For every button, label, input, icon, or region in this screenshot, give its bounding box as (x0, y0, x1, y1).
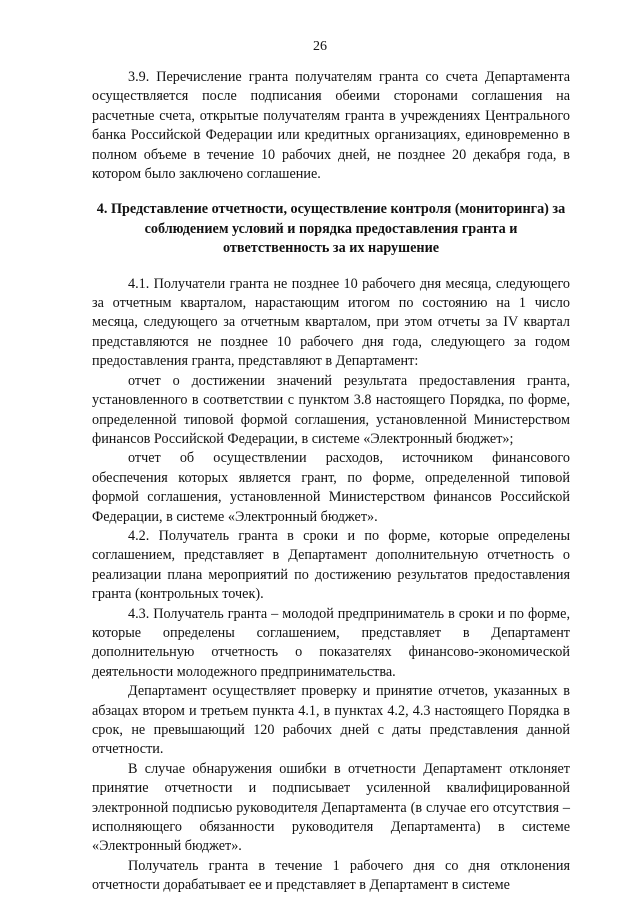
paragraph-4-3-rework: Получатель гранта в течение 1 рабочего дня со дня отклонения отчетности дорабатывает ее и представляет в Департамент в системе (92, 857, 570, 894)
page-number: 26 (313, 39, 327, 54)
paragraph-4-1-report-results: отчет о достижении значений результата предоставления гранта, установленного в соответствии с пунктом 3.8 настоящего Порядка, по форме, определенной типовой формой соглашения, установленной Министерством финансов Российской Федерации, в системе «Электронный бюджет»; (92, 372, 570, 447)
section-4-title: 4. Представление отчетности, осуществление контроля (мониторинга) за соблюдением условий и порядка предоставления гранта и ответственность за их нарушение (96, 201, 566, 257)
paragraph-3-9: 3.9. Перечисление гранта получателям гранта со счета Департамента осуществляется после подписания обеими сторонами соглашения на расчетные счета, открытые получателям гранта в учреждениях Центрального банка Российской Федерации или кредитных организациях, единовременно в полном объеме в течение 10 рабочих дней, не позднее 20 декабря года, в котором было заключено соглашение. (92, 69, 570, 183)
paragraph-4-3: 4.3. Получатель гранта – молодой предприниматель в сроки и по форме, которые определены соглашением, представляет в Департамент дополнительную отчетность о показателях финансово-экономической деятельности молодежного предпринимательства. (92, 605, 570, 680)
document-body (92, 68, 570, 896)
paragraph-4-3-error-handling: В случае обнаружения ошибки в отчетности Департамент отклоняет принятие отчетности и подписывает усиленной квалифицированной электронной подписью руководителя Департамента (в случае его отсутствия – исполняющего обязанности руководителя Департамента) в системе «Электронный бюджет». (92, 760, 570, 855)
paragraph-4-1: 4.1. Получатели гранта не позднее 10 рабочего дня месяца, следующего за отчетным кварталом, нарастающим итогом по состоянию на 1 число месяца, следующего за отчетным кварталом, при этом отчеты за IV квартал представляются не позднее 10 рабочего дня года, следующего за годом предоставления гранта, представляют в Департамент: (92, 275, 570, 370)
paragraph-4-1-report-expenses: отчет об осуществлении расходов, источником финансового обеспечения которых является грант, по форме, определенной типовой формой соглашения, установленной Министерством финансов Российской Федерации, в системе «Электронный бюджет». (92, 450, 570, 525)
paragraph-4-3-verification: Департамент осуществляет проверку и принятие отчетов, указанных в абзацах втором и третьем пункта 4.1, в пунктах 4.2, 4.3 настоящего Порядка в срок, не превышающий 120 рабочих дней с даты представления данной отчетности. (92, 683, 570, 758)
paragraph-4-2: 4.2. Получатель гранта в сроки и по форме, которые определены соглашением, представляет в Департамент дополнительную отчетность о реализации плана мероприятий по достижению результатов предоставления гранта (контрольных точек). (92, 527, 570, 603)
